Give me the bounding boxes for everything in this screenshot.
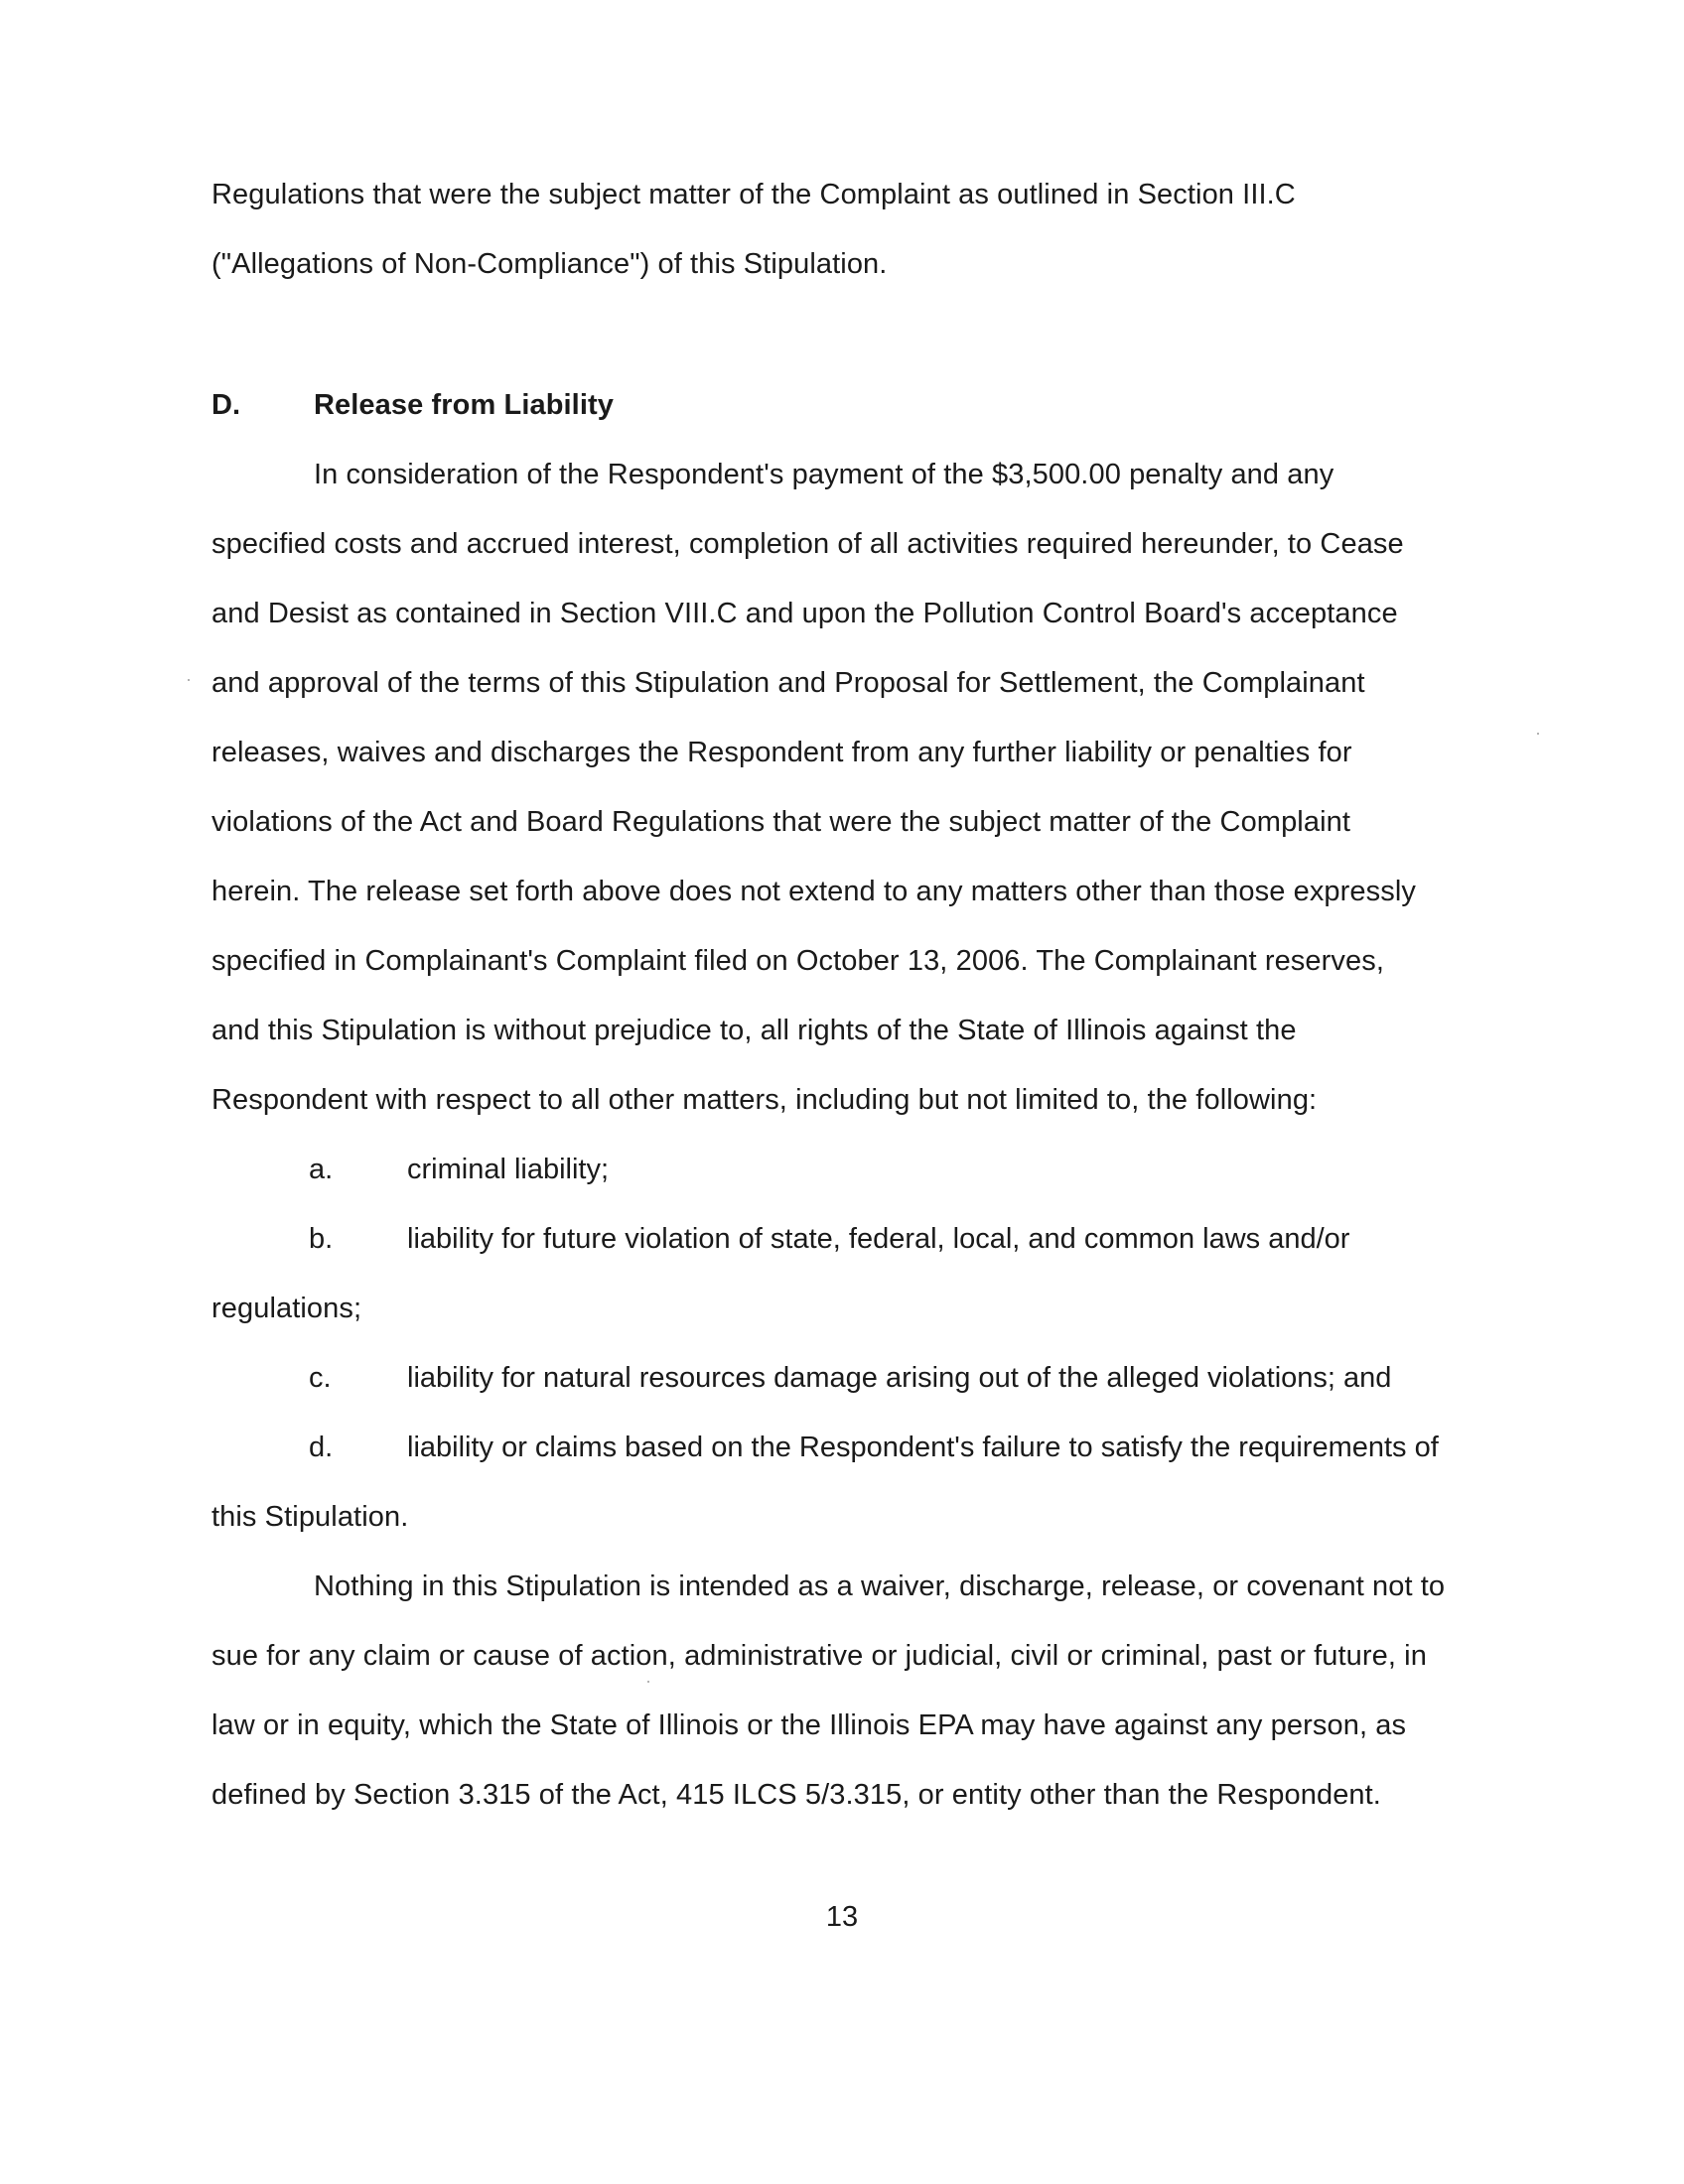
paragraph1-line-7: herein. The release set forth above does not extend to any matters other than those expressly [211, 876, 1416, 907]
paragraph1-line-6: violations of the Act and Board Regulations that were the subject matter of the Complaint [211, 806, 1350, 838]
continuation-line-1: Regulations that were the subject matter of the Complaint as outlined in Section III.C [211, 179, 1296, 210]
section-letter: D. [211, 389, 241, 421]
paragraph1-line-1: In consideration of the Respondent's payment of the $3,500.00 penalty and any [314, 459, 1334, 490]
paragraph2-line-1: Nothing in this Stipulation is intended as a waiver, discharge, release, or covenant not to [314, 1570, 1446, 1602]
paragraph1-line-5: releases, waives and discharges the Respondent from any further liability or penalties for [211, 737, 1352, 768]
paragraph1-line-3: and Desist as contained in Section VIII.C and upon the Pollution Control Board's acceptance [211, 598, 1398, 629]
scan-speck [188, 679, 190, 681]
paragraph1-line-10: Respondent with respect to all other matters, including but not limited to, the following: [211, 1084, 1318, 1116]
paragraph2-line-2: sue for any claim or cause of action, administrative or judicial, civil or criminal, past or future, in [211, 1640, 1427, 1672]
paragraph1-line-8: specified in Complainant's Complaint filed on October 13, 2006. The Complainant reserves, [211, 945, 1384, 977]
paragraph2-line-4: defined by Section 3.315 of the Act, 415 ILCS 5/3.315, or entity other than the Respondent. [211, 1779, 1381, 1811]
list-item-b-text: liability for future violation of state, federal, local, and common laws and/or [407, 1223, 1350, 1255]
paragraph2-line-3: law or in equity, which the State of Illinois or the Illinois EPA may have against any person, as [211, 1709, 1407, 1741]
list-item-b-label: b. [309, 1223, 334, 1255]
paragraph1-line-9: and this Stipulation is without prejudice to, all rights of the State of Illinois against the [211, 1015, 1297, 1046]
list-item-d-text: liability or claims based on the Respondent's failure to satisfy the requirements of [407, 1432, 1439, 1463]
continuation-line-2: ("Allegations of Non-Compliance") of this Stipulation. [211, 248, 888, 280]
list-item-c-label: c. [309, 1362, 332, 1394]
section-heading [211, 387, 614, 423]
scan-speck [647, 1681, 649, 1683]
list-item-c-text: liability for natural resources damage arising out of the alleged violations; and [407, 1362, 1392, 1394]
paragraph1-line-4: and approval of the terms of this Stipulation and Proposal for Settlement, the Complainant [211, 667, 1365, 699]
paragraph1-line-2: specified costs and accrued interest, completion of all activities required hereunder, to Cease [211, 528, 1404, 560]
page-number: 13 [825, 1901, 859, 1933]
scan-speck [1537, 733, 1539, 735]
list-item-d-continuation: this Stipulation. [211, 1501, 409, 1533]
list-item-d-label: d. [309, 1432, 334, 1463]
list-item-b-continuation: regulations; [211, 1293, 362, 1324]
section-title: Release from Liability [314, 389, 614, 421]
list-item-a-label: a. [309, 1154, 334, 1185]
list-item-a-text: criminal liability; [407, 1154, 610, 1185]
